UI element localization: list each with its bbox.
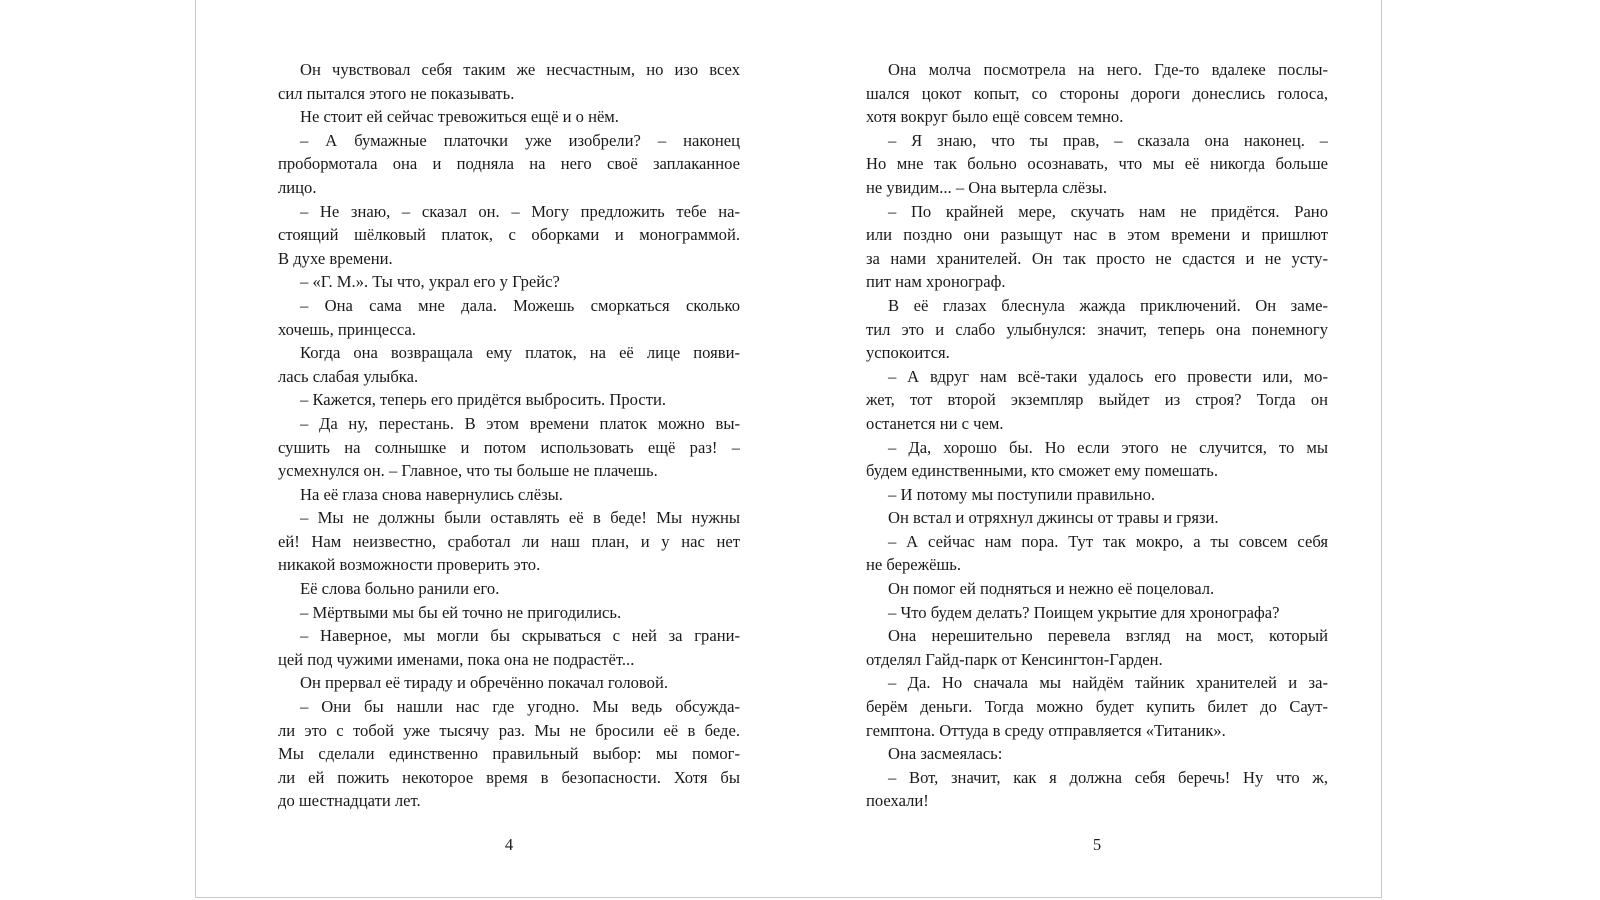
text-line: поехали!: [866, 791, 929, 811]
text-line: лицо.: [278, 177, 317, 197]
text-line: – Да. Но сначала мы найдём тайник хранителей и за-: [888, 673, 1328, 693]
text-line: хотя вокруг было ещё совсем темно.: [866, 107, 1124, 127]
text-line: На её глаза снова навернулись слёзы.: [300, 484, 563, 504]
text-line: сушить на солнышке и потом использовать ещё раз! –: [278, 437, 740, 457]
text-line: отделял Гайд-парк от Кенсингтон-Гарден.: [866, 649, 1163, 669]
text-line: Мы сделали единственно правильный выбор: мы помог-: [278, 744, 740, 764]
text-line: останется ни с чем.: [866, 413, 1004, 433]
text-line: – А вдруг нам всё-таки удалось его провести или, мо-: [888, 366, 1328, 386]
text-line: – Что будем делать? Поищем укрытие для хронографа?: [888, 602, 1280, 622]
text-line: Он чувствовал себя таким же несчастным, но изо всех: [300, 60, 740, 79]
text-line: сил пытался этого не показывать.: [278, 83, 515, 103]
text-line: никакой возможности проверить это.: [278, 555, 541, 575]
text-line: цей под чужими именами, пока она не подрастёт...: [278, 649, 635, 669]
right-page-number: 5: [1092, 835, 1102, 854]
text-line: Он прервал её тираду и обречённо покачал головой.: [300, 673, 668, 693]
text-line: – Мёртвыми мы бы ей точно не пригодились.: [300, 602, 622, 622]
text-line: – И потому мы поступили правильно.: [888, 484, 1156, 504]
text-line: пит нам хронограф.: [866, 272, 1006, 292]
text-line: Она молча посмотрела на него. Где-то вдалеке послы-: [888, 60, 1328, 79]
text-line: успокоится.: [866, 343, 950, 363]
text-line: – Мы не должны были оставлять её в беде! Мы нужны: [300, 508, 740, 528]
text-line: жет, тот второй экземпляр выйдет из строя? Тогда он: [866, 390, 1328, 410]
text-line: до шестнадцати лет.: [278, 791, 421, 811]
text-line: ей! Нам неизвестно, сработал ли наш план, и у нас нет: [278, 531, 740, 551]
text-line: Она засмеялась:: [888, 744, 1003, 764]
text-line: В духе времени.: [278, 248, 393, 268]
left-page-number: 4: [504, 835, 514, 854]
text-line: будем единственными, кто сможет ему помешать.: [866, 461, 1218, 481]
text-line: Он встал и отряхнул джинсы от травы и грязи.: [888, 508, 1219, 528]
text-line: – Вот, значит, как я должна себя беречь! Ну что ж,: [888, 767, 1328, 787]
text-line: не увидим... – Она вытерла слёзы.: [866, 177, 1107, 197]
text-line: Она нерешительно перевела взгляд на мост, который: [888, 626, 1328, 646]
text-line: – Она сама мне дала. Можешь сморкаться сколько: [300, 295, 740, 315]
text-line: не бережёшь.: [866, 555, 961, 575]
text-line: – Кажется, теперь его придётся выбросить. Прости.: [300, 390, 666, 410]
text-line: – Они бы нашли нас где угодно. Мы ведь обсужда-: [300, 697, 740, 717]
text-line: – Не знаю, – сказал он. – Могу предложить тебе на-: [300, 201, 740, 221]
text-line: Её слова больно ранили его.: [300, 579, 500, 599]
text-line: стоящий шёлковый платок, с оборками и монограммой.: [278, 225, 740, 245]
text-line: шался цокот копыт, со стороны дороги донеслись голоса,: [866, 83, 1328, 103]
text-line: – «Г. М.». Ты что, украл его у Грейс?: [300, 272, 560, 292]
text-line: за нами хранителей. Он так просто не сдастся и не усту-: [866, 248, 1328, 268]
text-line: лась слабая улыбка.: [278, 366, 419, 386]
text-line: – А сейчас нам пора. Тут так мокро, а ты совсем себя: [888, 531, 1328, 551]
text-line: пробормотала она и подняла на него своё заплаканное: [278, 154, 740, 174]
text-line: хочешь, принцесса.: [278, 319, 416, 339]
text-line: В её глазах блеснула жажда приключений. Он заме-: [888, 295, 1328, 315]
text-line: – Да, хорошо бы. Но если этого не случится, то мы: [888, 437, 1328, 457]
text-line: или поздно они разыщут нас в этом времени и пришлют: [866, 225, 1328, 245]
text-line: ли это с тобой уже тысячу раз. Мы не бросили её в беде.: [278, 720, 740, 740]
text-line: Он помог ей подняться и нежно её поцеловал.: [888, 579, 1215, 599]
text-line: – Я знаю, что ты прав, – сказала она наконец. –: [888, 130, 1328, 150]
right-page-text: [866, 58, 1328, 813]
left-page-text: [278, 58, 740, 813]
text-line: – А бумажные платочки уже изобрели? – наконец: [300, 130, 740, 150]
text-line: Когда она возвращала ему платок, на её лице появи-: [300, 343, 740, 363]
text-line: – Да ну, перестань. В этом времени платок можно вы-: [300, 413, 740, 433]
text-line: ли ей пожить некоторое время в безопасности. Хотя бы: [278, 767, 740, 787]
text-line: – По крайней мере, скучать нам не придётся. Рано: [888, 201, 1328, 221]
text-line: – Наверное, мы могли бы скрываться с ней за грани-: [300, 626, 740, 646]
text-line: Не стоит ей сейчас тревожиться ещё и о нём.: [300, 107, 619, 127]
text-line: гемптона. Оттуда в среду отправляется «Титаник».: [866, 720, 1226, 740]
text-line: берём деньги. Тогда можно будет купить билет до Саут-: [866, 697, 1328, 717]
text-line: тил это и слабо улыбнулся: значит, теперь она понемногу: [866, 319, 1328, 339]
text-line: усмехнулся он. – Главное, что ты больше не плачешь.: [278, 461, 658, 481]
text-line: Но мне так больно осознавать, что мы её никогда больше: [866, 154, 1328, 174]
book-spread: [195, 0, 1382, 898]
